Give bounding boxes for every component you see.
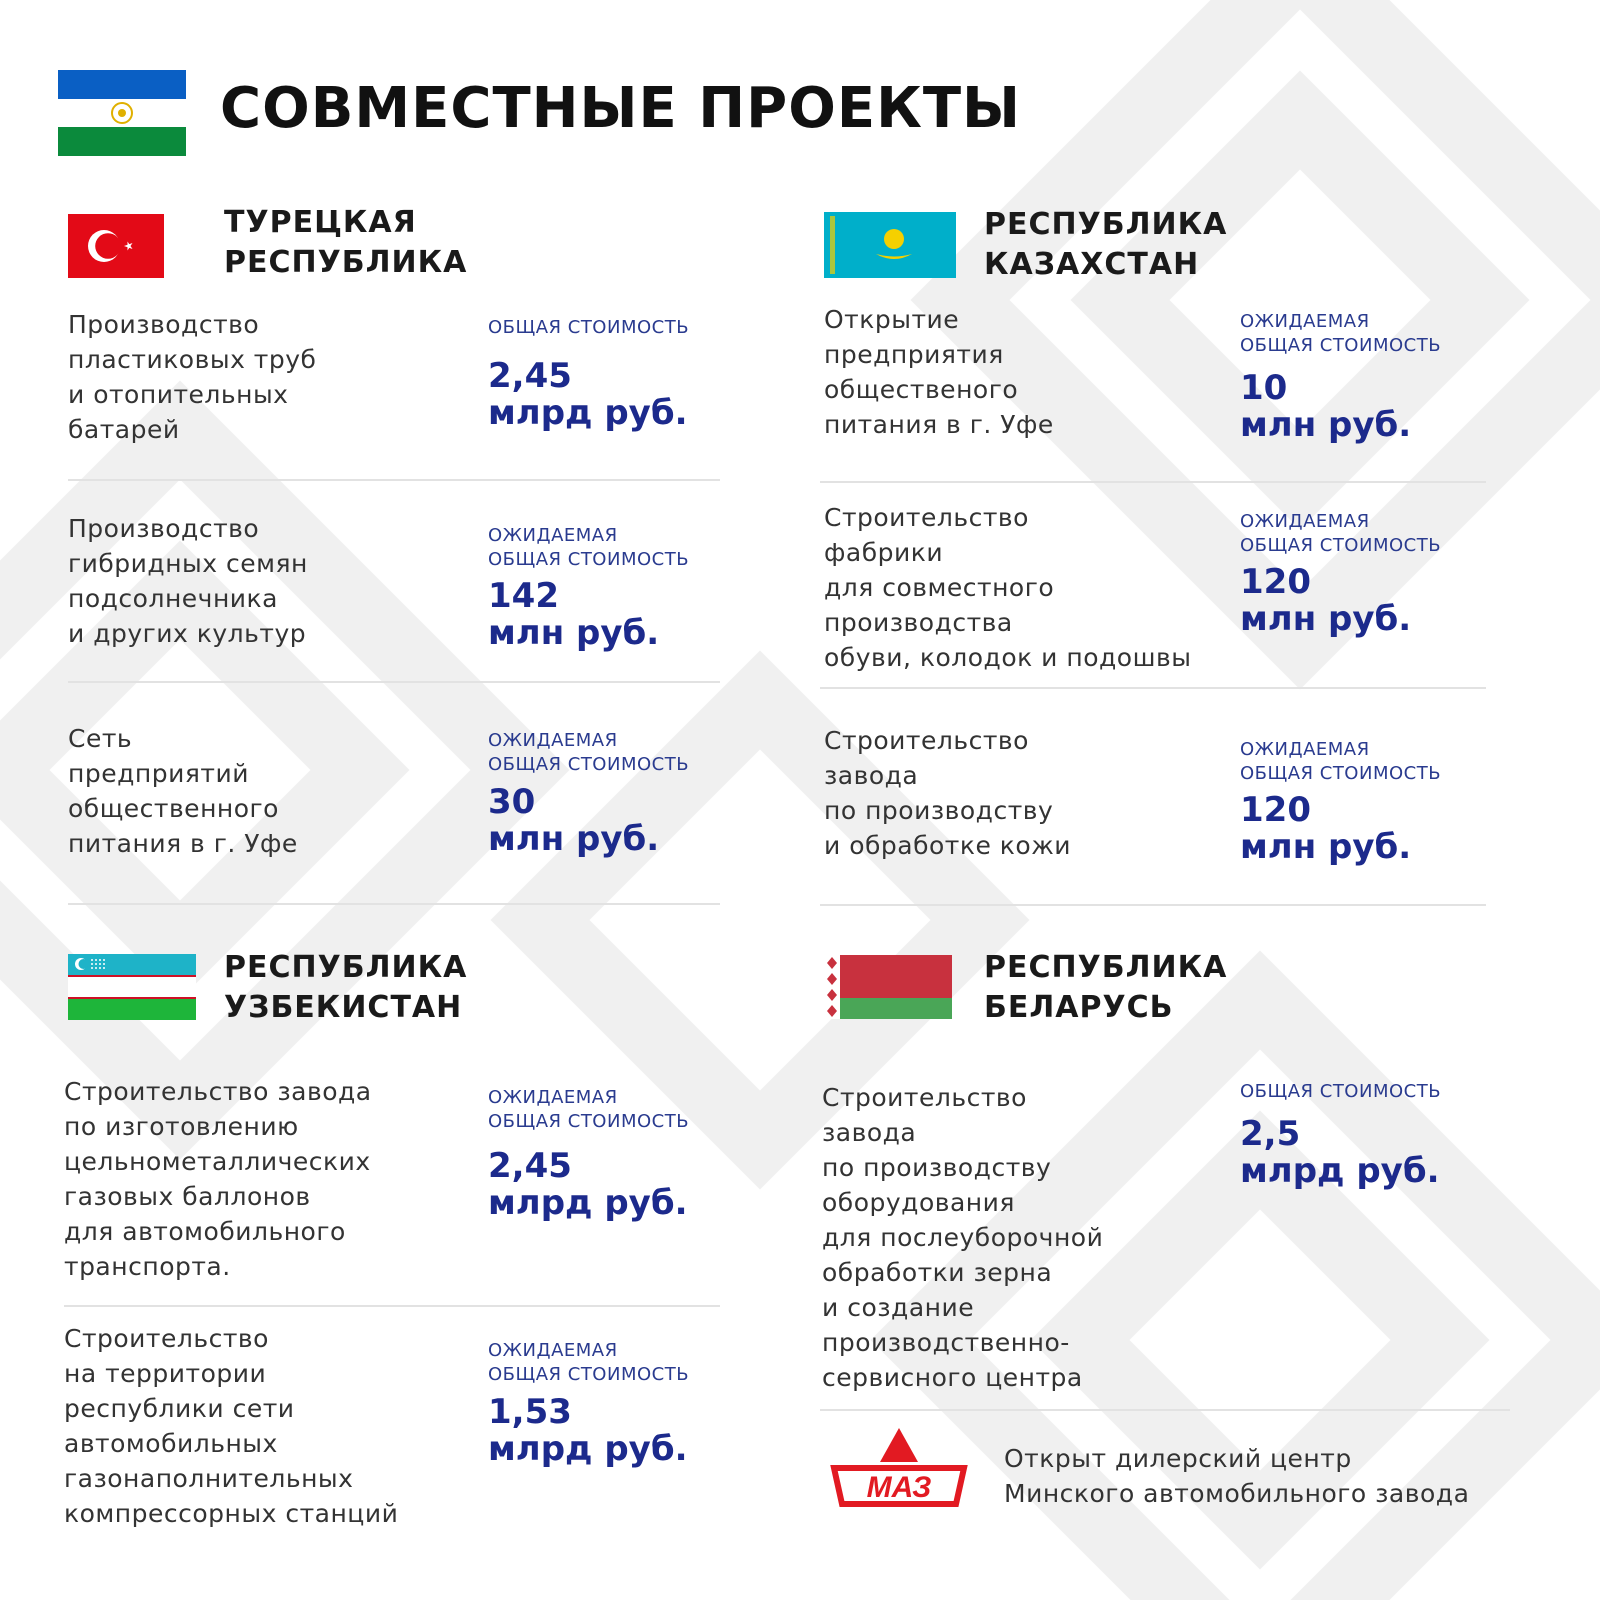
project-desc: Строительство завода по производству оборудования для послеуборочной обработки зерна и создание производственно- сервисного центра [822, 1083, 1104, 1392]
divider [68, 479, 720, 481]
project-desc: Производство пластиковых труб и отопительных батарей [68, 310, 317, 444]
project-desc: Производство гибридных семян подсолнечника и других культур [68, 514, 308, 648]
divider [64, 1305, 720, 1307]
country-name-uzbekistan: РЕСПУБЛИКА УЗБЕКИСТАН [224, 950, 468, 1025]
divider [68, 903, 720, 905]
cost-label: ОЖИДАЕМАЯ ОБЩАЯ СТОИМОСТЬ [488, 1087, 690, 1132]
divider [820, 904, 1486, 906]
kazakhstan-flag [824, 212, 956, 278]
cost-value: 142 млн руб. [488, 576, 660, 653]
project-desc: Открытие предприятия общественого питания в г. Уфе [824, 305, 1054, 439]
cost-label: ОЖИДАЕМАЯ ОБЩАЯ СТОИМОСТЬ [1240, 311, 1442, 356]
cost-value: 2,5 млрд руб. [1240, 1114, 1440, 1191]
page-title: СОВМЕСТНЫЕ ПРОЕКТЫ [220, 76, 1022, 141]
cost-label: ОБЩАЯ СТОИМОСТЬ [1240, 1081, 1442, 1102]
belarus-flag [824, 955, 952, 1019]
cost-value: 30 млн руб. [488, 782, 660, 859]
cost-value: 10 млн руб. [1240, 368, 1412, 445]
maz-logo-text: МАЗ [866, 1471, 932, 1504]
maz-dealer-text: Открыт дилерский центр Минского автомобильного завода [1004, 1444, 1470, 1508]
bashkortostan-flag [58, 70, 186, 156]
cost-value: 120 млн руб. [1240, 790, 1412, 867]
project-desc: Строительство на территории республики сети автомобильных газонаполнительных компрессорных станций [64, 1324, 399, 1528]
cost-value: 120 млн руб. [1240, 562, 1412, 639]
project-desc: Строительство фабрики для совместного производства обуви, колодок и подошвы [824, 503, 1192, 672]
cost-value: 2,45 млрд руб. [488, 356, 688, 433]
project-desc: Строительство завода по производству и обработке кожи [824, 726, 1071, 860]
country-name-belarus: РЕСПУБЛИКА БЕЛАРУСЬ [984, 950, 1228, 1025]
country-name-turkey: ТУРЕЦКАЯ РЕСПУБЛИКА [224, 205, 468, 280]
cost-label: ОЖИДАЕМАЯ ОБЩАЯ СТОИМОСТЬ [488, 525, 690, 570]
project-desc: Сеть предприятий общественного питания в г. Уфе [68, 724, 298, 858]
cost-label: ОЖИДАЕМАЯ ОБЩАЯ СТОИМОСТЬ [488, 730, 690, 775]
turkey-flag [68, 214, 164, 278]
divider [820, 1409, 1510, 1411]
cost-label: ОБЩАЯ СТОИМОСТЬ [488, 317, 690, 338]
cost-value: 2,45 млрд руб. [488, 1146, 688, 1223]
project-desc: Строительство завода по изготовлению цельнометаллических газовых баллонов для автомобильного транспорта. [64, 1077, 372, 1281]
maz-logo [828, 1426, 970, 1510]
cost-value: 1,53 млрд руб. [488, 1392, 688, 1469]
cost-label: ОЖИДАЕМАЯ ОБЩАЯ СТОИМОСТЬ [1240, 739, 1442, 784]
cost-label: ОЖИДАЕМАЯ ОБЩАЯ СТОИМОСТЬ [488, 1340, 690, 1385]
divider [820, 481, 1486, 483]
cost-label: ОЖИДАЕМАЯ ОБЩАЯ СТОИМОСТЬ [1240, 511, 1442, 556]
country-name-kazakhstan: РЕСПУБЛИКА КАЗАХСТАН [984, 207, 1228, 282]
divider [820, 687, 1486, 689]
uzbekistan-flag [68, 954, 196, 1020]
divider [68, 681, 720, 683]
